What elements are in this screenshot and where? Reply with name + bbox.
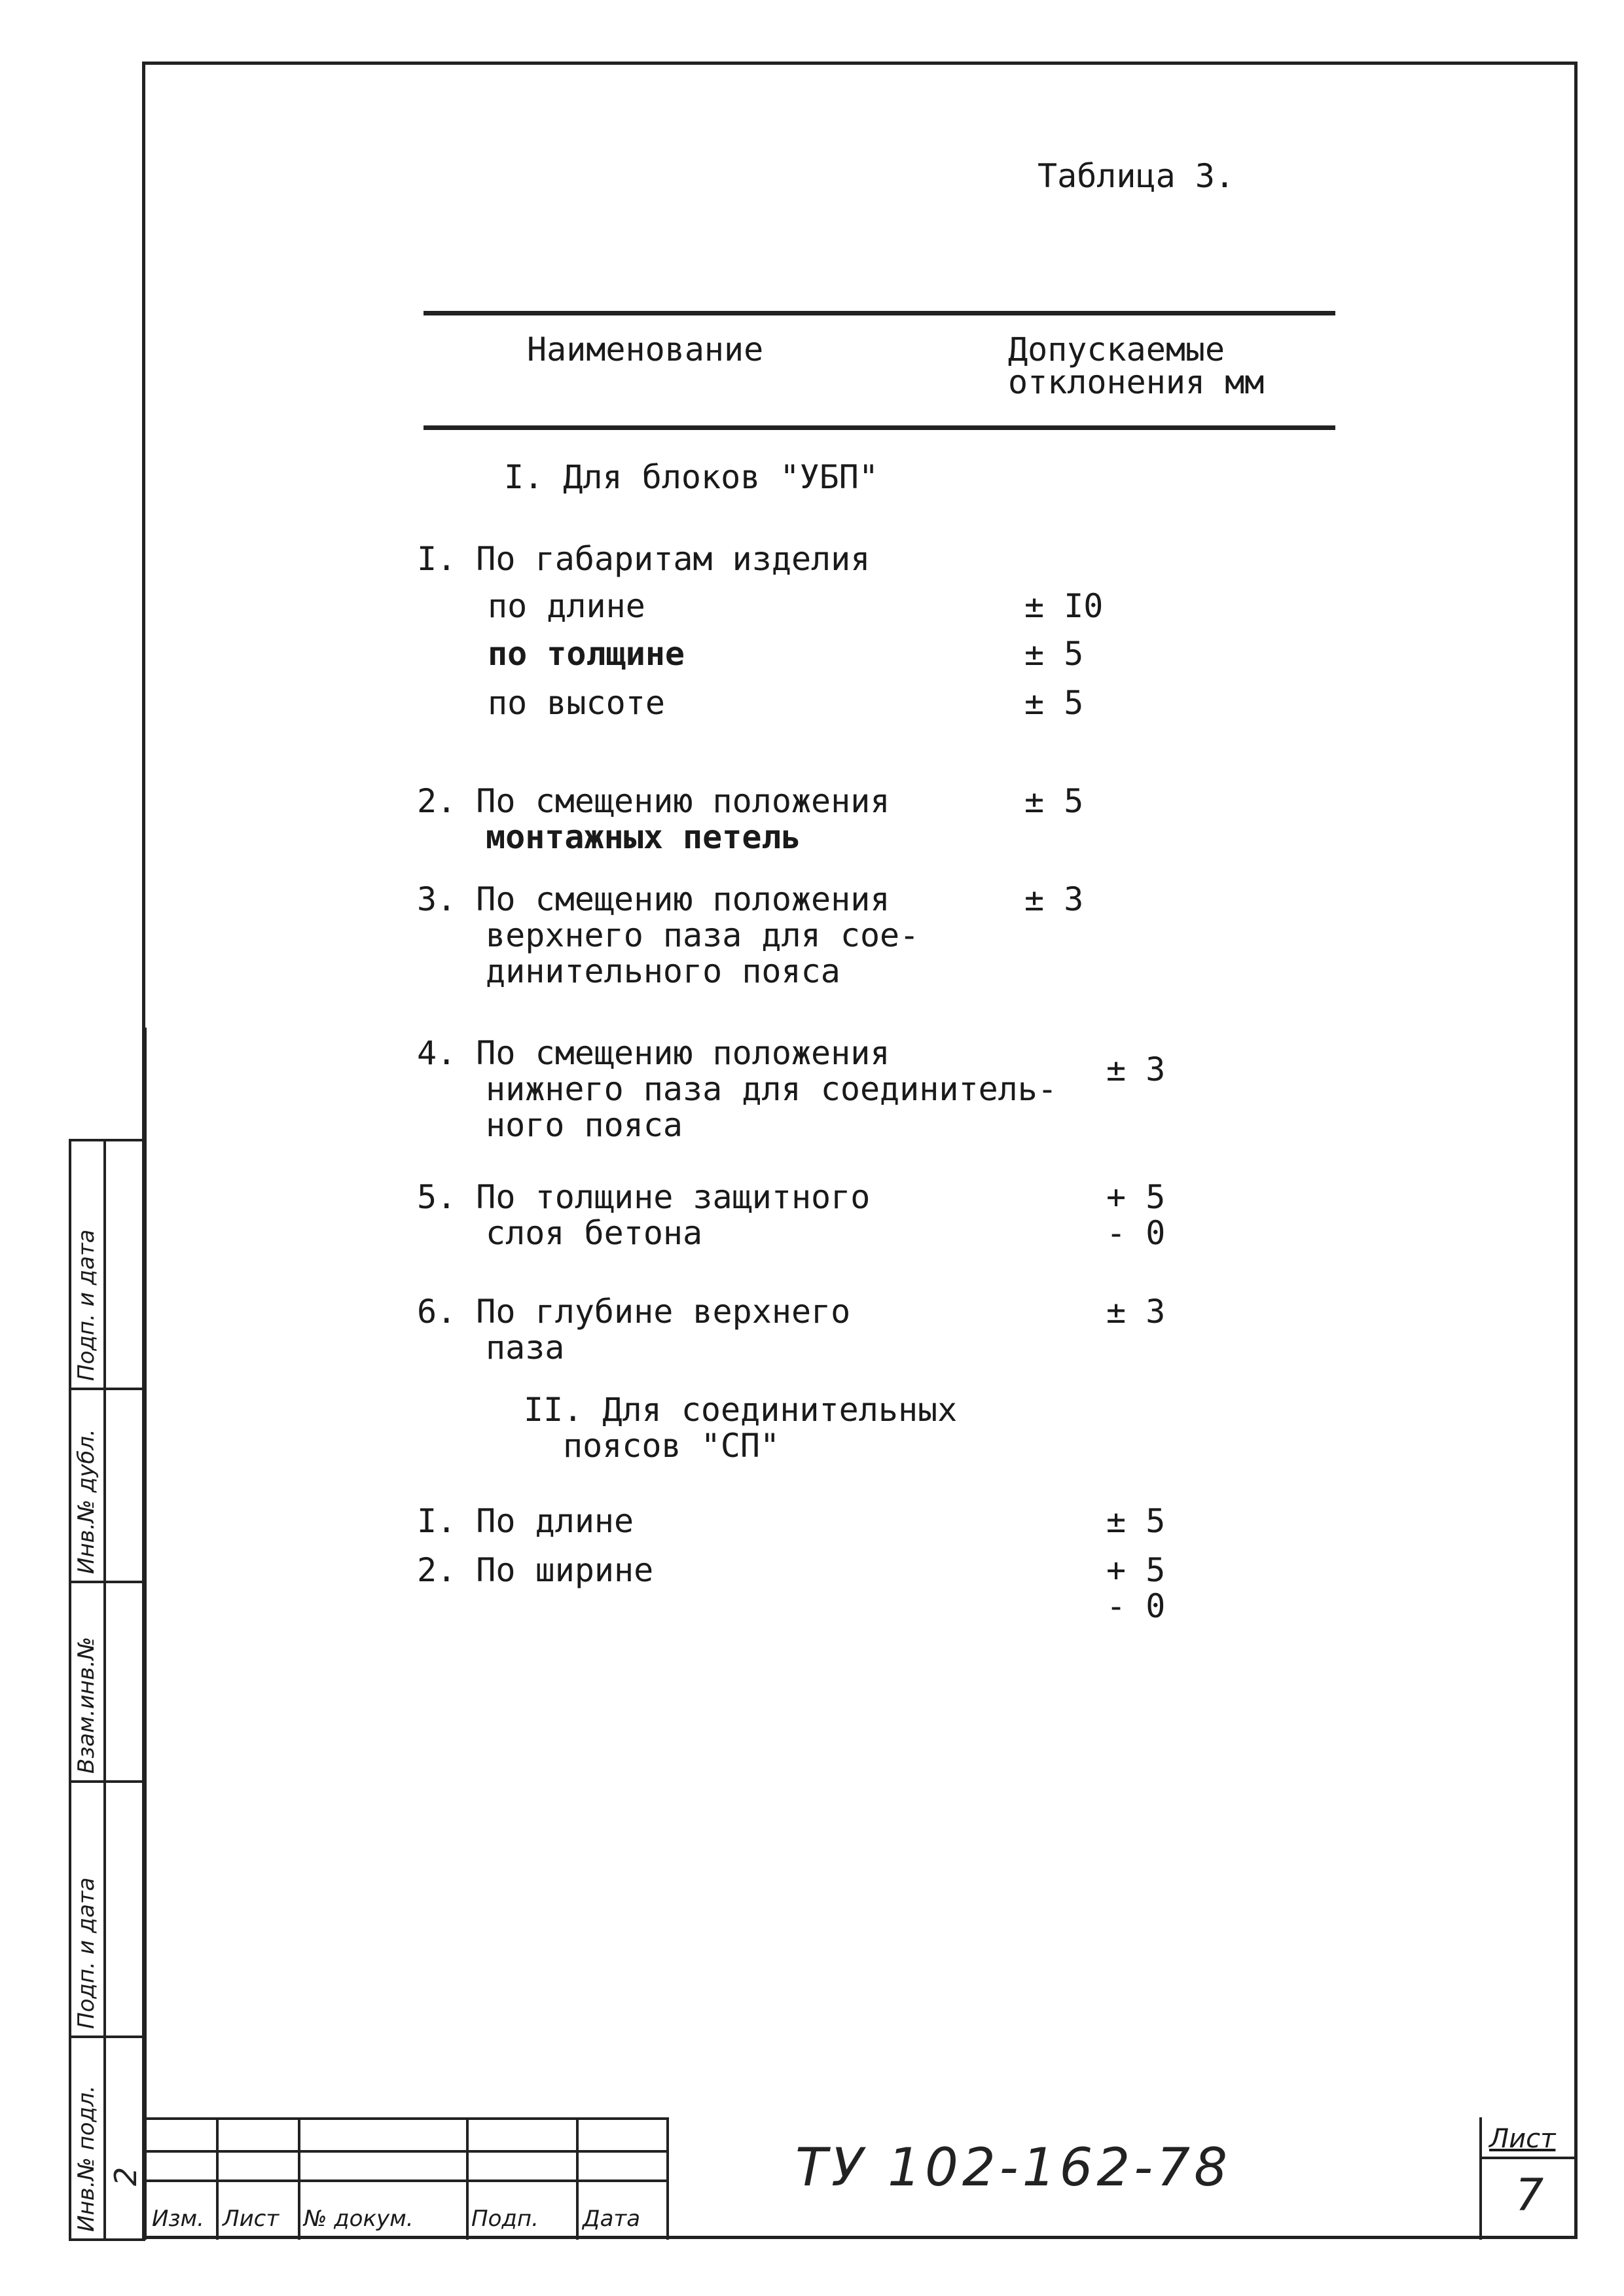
row5-line1: 5. По толщине защитного [417, 1178, 871, 1216]
header-deviation-line1: Допускаемые [1008, 331, 1225, 368]
sheet-number: 7 [1515, 2170, 1544, 2221]
header-name: Наименование [527, 331, 764, 368]
table-title: Таблица 3. [1038, 157, 1235, 195]
row2-value: ± 5 [1024, 782, 1084, 820]
section-ubp: I. Для блоков "УБП" [504, 458, 878, 496]
sheet-label: Лист [1489, 2124, 1556, 2154]
row2-line1: 2. По смещению положения [417, 782, 890, 820]
header-top-rule [424, 311, 1335, 315]
row-length-label: по длине [488, 587, 645, 625]
row-height-label: по высоте [488, 684, 665, 722]
header-deviation-line2: отклонения мм [1008, 363, 1265, 401]
side-podp-data-1: Подп. и дата [73, 1229, 99, 1381]
side-vzam-inv: Взам.инв.№ [73, 1636, 99, 1774]
col-podp: Подп. [471, 2206, 539, 2232]
section-sp-line2: поясов "СП" [563, 1427, 780, 1465]
header-bottom-rule [424, 425, 1335, 430]
side-inv-podl: Инв.№ подл. [73, 2085, 99, 2232]
col-doc-number: № докум. [304, 2206, 414, 2232]
row2-line2: монтажных петель [486, 818, 801, 856]
row3-line2: верхнего паза для сое- [486, 916, 920, 954]
section-sp-line1: II. Для соединительных [524, 1391, 958, 1429]
page-frame [142, 62, 1578, 2239]
row5-value-minus: - 0 [1106, 1214, 1166, 1252]
col-izm: Изм. [152, 2206, 204, 2232]
side-inv-dubl: Инв.№ дубл. [73, 1429, 99, 1574]
row5-value-plus: + 5 [1106, 1178, 1166, 1216]
row8-value-plus: + 5 [1106, 1551, 1166, 1589]
row7-value: ± 5 [1106, 1502, 1166, 1540]
col-list: Лист [223, 2206, 280, 2232]
row6-line1: 6. По глубине верхнего [417, 1293, 851, 1331]
col-date: Дата [583, 2206, 641, 2232]
row4-line2: нижнего паза для соединитель- [486, 1070, 1057, 1108]
row-height-value: ± 5 [1024, 684, 1084, 722]
row-dimensions-label: I. По габаритам изделия [417, 540, 871, 578]
row4-line1: 4. По смещению положения [417, 1034, 890, 1072]
row6-value: ± 3 [1106, 1293, 1166, 1331]
row-thickness-label: по толщине [488, 635, 685, 673]
document-code: ТУ 102-162-78 [795, 2137, 1231, 2198]
side-podp-data-2: Подп. и дата [73, 1877, 99, 2029]
row4-line3: ного пояса [486, 1106, 683, 1144]
row4-value: ± 3 [1106, 1050, 1166, 1088]
row3-line3: динительного пояса [486, 952, 840, 990]
row-thickness-value: ± 5 [1024, 635, 1084, 673]
row6-line2: паза [486, 1329, 565, 1367]
row-length-value: ± I0 [1024, 587, 1104, 625]
side-inv-value: 2 [108, 2166, 143, 2186]
row5-line2: слоя бетона [486, 1214, 703, 1252]
row8-value-minus: - 0 [1106, 1587, 1166, 1625]
row3-value: ± 3 [1024, 880, 1084, 918]
row3-line1: 3. По смещению положения [417, 880, 890, 918]
row8-label: 2. По ширине [417, 1551, 654, 1589]
row7-label: I. По длине [417, 1502, 634, 1540]
